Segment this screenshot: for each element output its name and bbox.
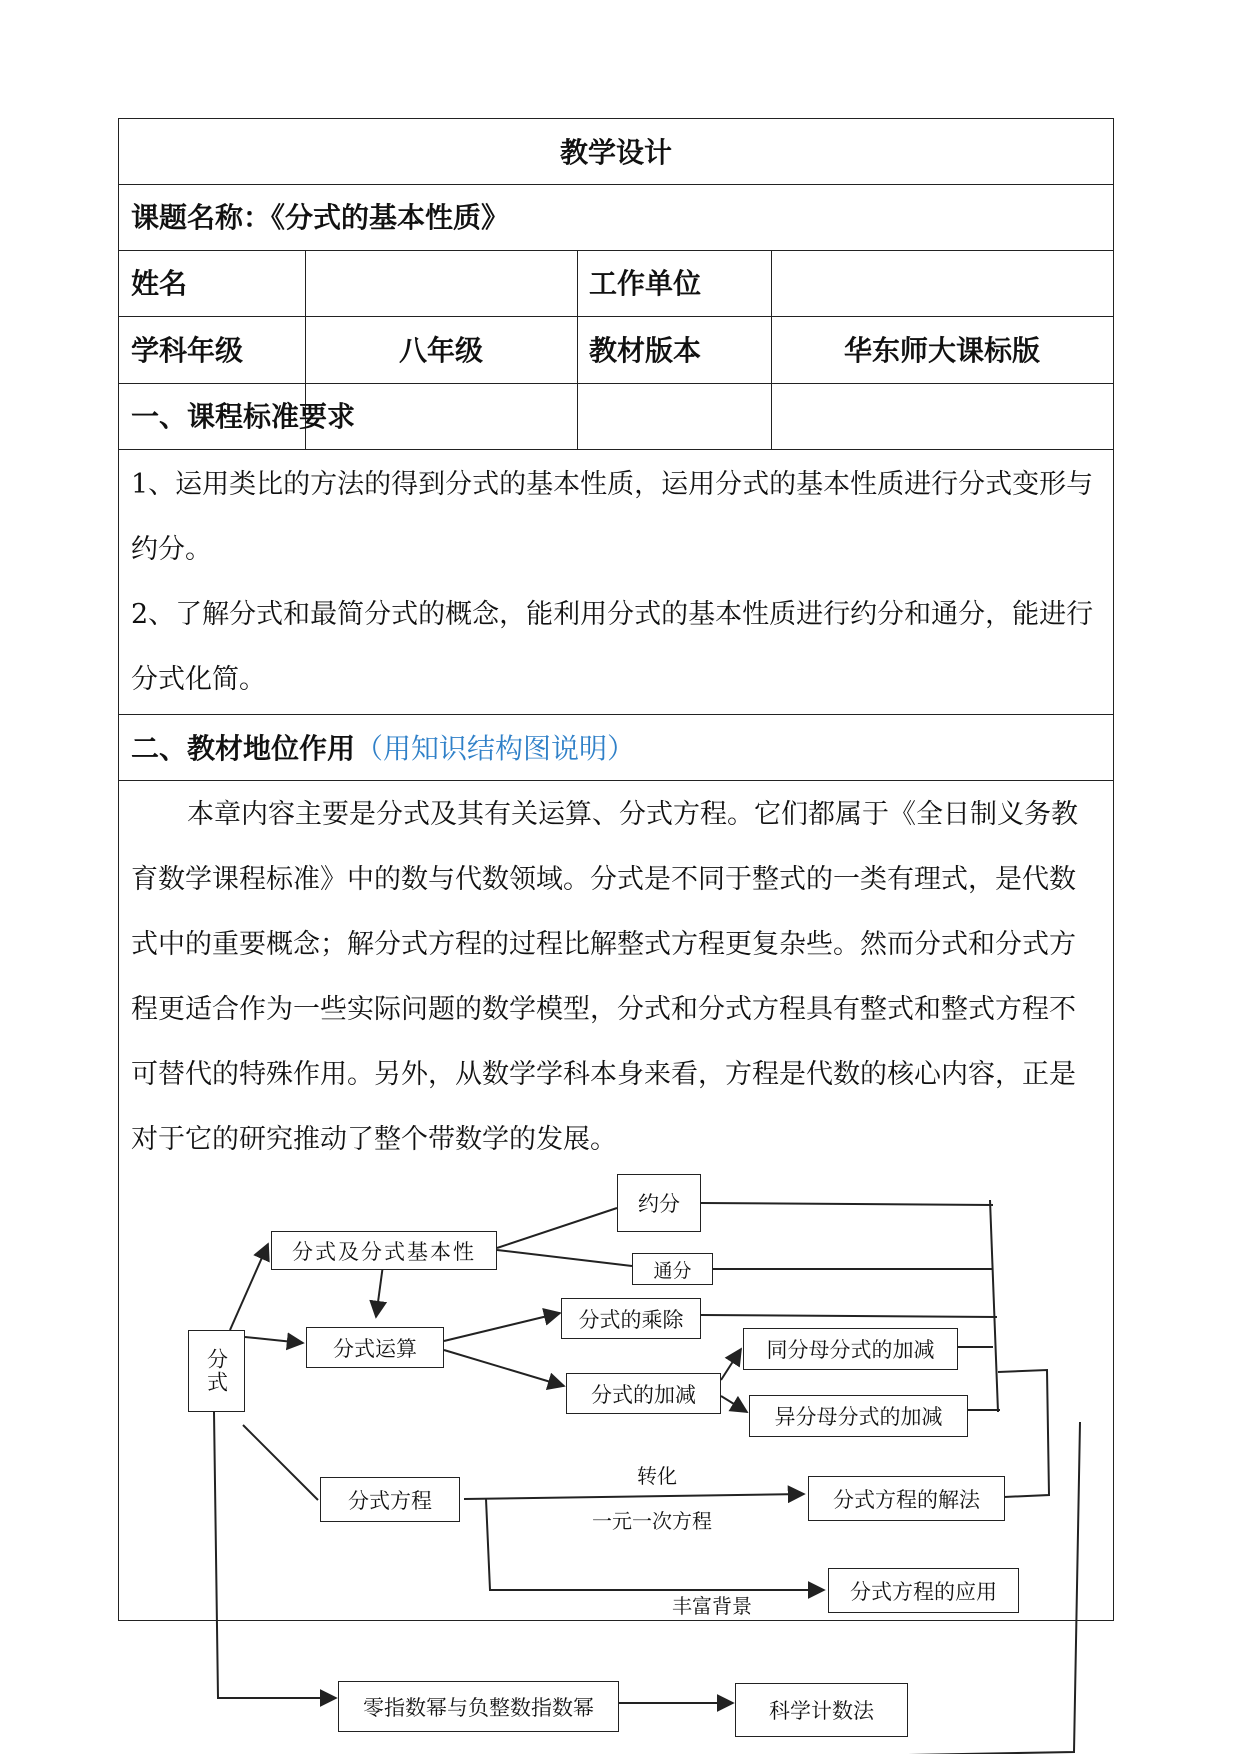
- section1-heading: 一、课程标准要求: [131, 400, 356, 433]
- requirement-item: 1、运用类比的方法的得到分式的基本性质，运用分式的基本性质进行分式变形与约分。: [131, 469, 1094, 565]
- node-reduce: 约分: [617, 1174, 701, 1232]
- textbook-label: 教材版本: [589, 334, 702, 367]
- node-fraction-basic-property: 分式及分式基本性: [271, 1231, 497, 1270]
- section2-title: 二、教材地位作用: [131, 732, 356, 765]
- textbook-value: 华东师大课标版: [843, 334, 1040, 367]
- node-scientific-notation: 科学计数法: [735, 1683, 908, 1737]
- node-equation-application: 分式方程的应用: [828, 1568, 1019, 1613]
- node-add-subtract: 分式的加减: [566, 1373, 721, 1414]
- node-same-denominator: 同分母分式的加减: [743, 1328, 958, 1370]
- node-different-denominator: 异分母分式的加减: [749, 1395, 968, 1437]
- label-rich-background: 丰富背景: [672, 1594, 752, 1618]
- section2-note: （用知识结构图说明）: [355, 732, 636, 765]
- topic-value: 《分式的基本性质》: [271, 201, 510, 234]
- node-zero-negative-exponent: 零指数幂与负整数指数幂: [338, 1681, 619, 1732]
- page-title: 教学设计: [559, 136, 672, 169]
- node-fraction-operations: 分式运算: [306, 1327, 444, 1368]
- topic-label: 课题名称：: [131, 201, 272, 234]
- unit-label: 工作单位: [589, 267, 702, 300]
- subject-value: 八年级: [398, 334, 483, 367]
- requirement-item: 2、了解分式和最简分式的概念，能利用分式的基本性质进行约分和通分，能进行分式化简。: [131, 599, 1094, 695]
- node-equation-solving: 分式方程的解法: [808, 1476, 1005, 1521]
- node-common-denominator: 通分: [632, 1253, 713, 1285]
- subject-label: 学科年级: [131, 334, 244, 367]
- node-fraction-equation: 分式方程: [320, 1477, 460, 1522]
- section2-paragraph: 本章内容主要是分式及其有关运算、分式方程。它们都属于《全日制义务教育数学课程标准》中的数与代数领域。分式是不同于整式的一类有理式，是代数式中的重要概念；解分式方程的过程比解整式方程更复杂些。然而分式和分式方程更适合作为一些实际问题的数学模型，分式和分式方程具有整式和整式方程不可替代的特殊作用。另外，从数学学科本身来看，方程是代数的核心内容，正是对于它的研究推动了整个带数学的发展。: [131, 799, 1078, 1155]
- node-multiply-divide: 分式的乘除: [561, 1298, 701, 1339]
- name-label: 姓名: [131, 267, 188, 300]
- label-transform: 转化: [637, 1464, 677, 1488]
- node-fraction: 分式: [188, 1330, 245, 1412]
- label-linear-equation: 一元一次方程: [592, 1509, 712, 1533]
